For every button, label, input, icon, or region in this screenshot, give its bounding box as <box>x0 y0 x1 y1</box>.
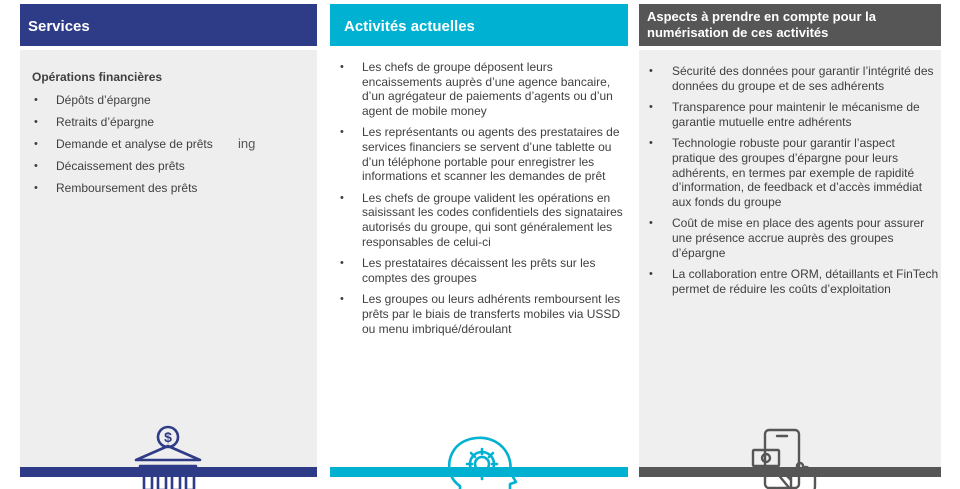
mobile-payment-icon <box>751 426 827 489</box>
list-item: • Les chefs de groupe valident les opérations en saisissant les codes confidentiels des signataires autorisés du groupe, qui sont généralement les responsables de celui-ci <box>340 191 626 249</box>
considerations-panel <box>639 4 941 477</box>
list-item: • Les groupes ou leurs adhérents remboursent les prêts par le biais de transferts mobiles via USSD ou menu imbriqué/déroulant <box>340 292 626 336</box>
services-header: Services <box>20 4 317 46</box>
services-list <box>34 92 314 202</box>
considerations-footer-bar <box>639 467 941 477</box>
activities-body <box>330 50 628 467</box>
services-panel <box>20 4 317 477</box>
activities-header: Activités actuelles <box>330 4 628 46</box>
activities-list <box>340 60 626 343</box>
stray-text: ing <box>238 136 256 151</box>
considerations-body <box>639 50 941 467</box>
list-item: • Demande et analyse de prêts <box>34 136 314 152</box>
list-item: • Dépôts d’épargne <box>34 92 314 108</box>
list-item: • Remboursement des prêts <box>34 180 314 196</box>
svg-text:$: $ <box>164 429 172 445</box>
list-item: • Les prestataires décaissent les prêts sur les comptes des groupes <box>340 256 626 285</box>
list-item: • Sécurité des données pour garantir l’intégrité des données du groupe et de ses adhérents <box>649 64 939 93</box>
bank-icon <box>132 424 204 489</box>
list-item: • Les représentants ou agents des prestataires de services financiers se servent d’une tablette ou d’un téléphone portable pour enregistrer les informations et scanner les demandes de prêt <box>340 125 626 183</box>
services-body <box>20 50 317 467</box>
activities-footer-bar <box>330 467 628 477</box>
list-item: • Décaissement des prêts <box>34 158 314 174</box>
list-item: • Transparence pour maintenir le mécanisme de garantie mutuelle entre adhérents <box>649 100 939 129</box>
list-item: • Les chefs de groupe déposent leurs encaissements auprès d’une agence bancaire, d’un agrégateur de paiements d’agents ou d’un agent de mobile money <box>340 60 626 118</box>
head-gear-icon <box>438 432 526 489</box>
services-footer-bar <box>20 467 317 477</box>
current-activities-panel <box>330 4 628 477</box>
services-subheading: Opérations financières <box>32 70 163 84</box>
list-item: • Retraits d’épargne <box>34 114 314 130</box>
considerations-list <box>649 64 939 303</box>
list-item: • La collaboration entre ORM, détaillants et FinTech permet de réduire les coûts d’exploitation <box>649 267 939 296</box>
considerations-header: Aspects à prendre en compte pour la numérisation de ces activités <box>639 4 941 46</box>
list-item: • Technologie robuste pour garantir l’aspect pratique des groupes d’épargne pour leurs adhérents, en termes par exemple de rapidité d’information, de feedback et d’accès immédiat aux fonds du groupe <box>649 136 939 209</box>
list-item: • Coût de mise en place des agents pour assurer une présence accrue auprès des groupes d’épargne <box>649 216 939 260</box>
